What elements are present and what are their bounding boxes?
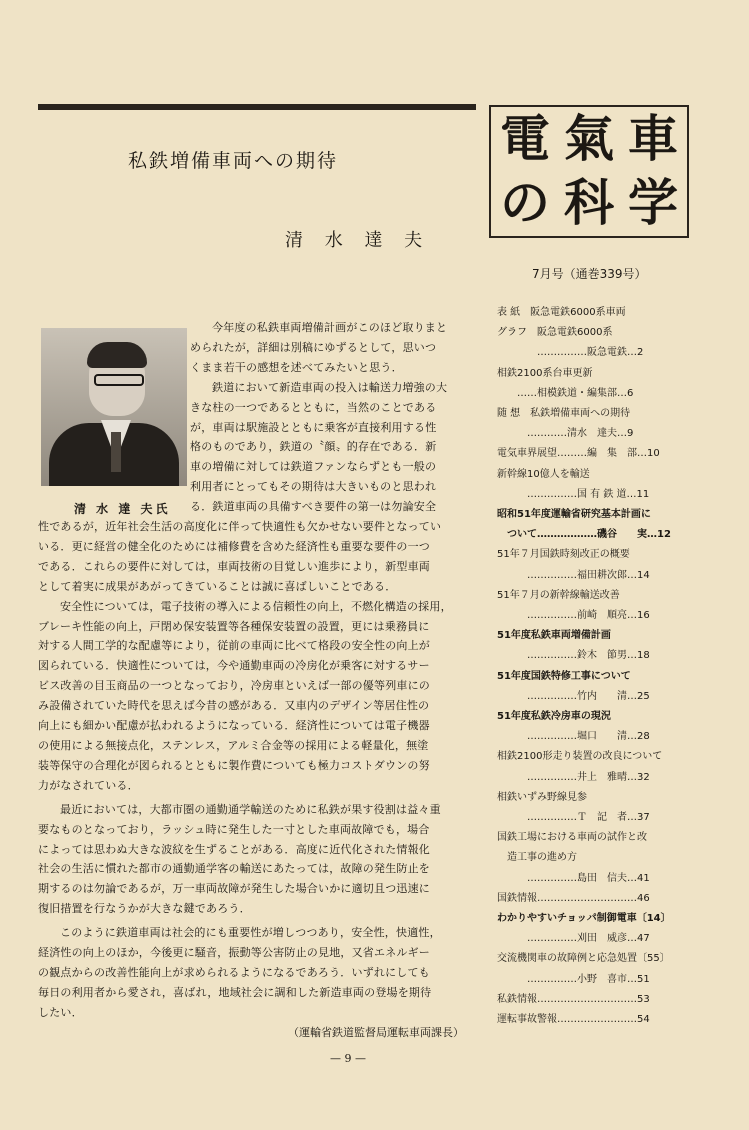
toc-entry: 相鉄2100形走り装置の改良について <box>497 751 663 763</box>
toc-entry: 随 想 私鉄増備車両への期待 <box>497 408 631 419</box>
toc-entry: ……………鈴木 節男…18 <box>497 650 650 662</box>
body-line: 最近においては，大都市圏の通勤通学輸送のために私鉄が果す役割は益々重 <box>60 802 441 816</box>
body-line: 鉄道において新造車両の投入は輸送力増強の大 <box>212 380 448 394</box>
masthead-char: の <box>500 174 550 232</box>
toc-entry: 昭和51年度運輸省研究基本計画に <box>497 509 651 520</box>
photo-caption: 清 水 達 夫氏 <box>74 502 171 516</box>
body-line: によっては思わぬ大きな波紋を生ずることがある．高度に近代化された情報化 <box>38 842 430 856</box>
toc-entry: ……………刈田 威彦…47 <box>497 933 650 945</box>
toc-entry: ついて………………磯谷 実…12 <box>497 529 671 541</box>
toc-entry: ……相模鉄道・編集部…6 <box>497 387 634 399</box>
body-line: 毎日の利用者から愛され，喜ばれ，地域社会に調和した新造車両の登場を期待 <box>38 985 432 999</box>
issue-number: 7月号（通巻339号） <box>532 267 647 281</box>
body-line: 要なものとなっており，ラッシュ時に発生した一寸とした車両故障でも，場合 <box>38 822 430 836</box>
masthead-char: 氣 <box>564 110 614 168</box>
toc-entry: 新幹線10億人を輸送 <box>497 468 590 480</box>
body-line: 車の増備に対しては鉄道ファンならずとも一般の <box>190 460 437 474</box>
body-line: 社会の生活に慣れた都市の通勤通学客の輸送にあたっては，故障の発生防止を <box>38 862 430 876</box>
body-line: 向上にも細かい配慮が払われるようになっている．経済性については電子機器 <box>38 719 430 732</box>
body-line: の観点からの改善性能向上が求められるようになるであろう．いずれにしても <box>38 966 430 979</box>
article-title: 私鉄増備車両への期待 <box>128 150 339 172</box>
body-line: きな柱の一つであるとともに，当然のことである <box>190 400 437 414</box>
toc-entry: 私鉄情報…………………………53 <box>497 993 650 1005</box>
toc-entry: 造工事の進め方 <box>497 852 577 864</box>
toc-entry: ……………竹内 清…25 <box>497 690 650 702</box>
body-line: み設備されていた時代を思えば今昔の感がある．又車内のデザイン等居住性の <box>38 699 430 713</box>
toc-entry: 表 紙 阪急電鉄6000系車両 <box>497 307 626 318</box>
toc-entry: グラフ 阪急電鉄6000系 <box>497 327 613 339</box>
body-line: として着実に成果があがってきていることは誠に喜ばしいことである． <box>38 579 397 593</box>
toc-entry: わかりやすいチョッパ制御電車〔14〕 <box>497 913 671 924</box>
toc-entry: ……………阪急電鉄…2 <box>497 347 644 359</box>
toc-entry: 51年度私鉄車両増備計画 <box>497 630 611 642</box>
toc-entry: 電気車界展望………編 集 部…10 <box>497 448 660 460</box>
toc-entry: 国鉄工場における車両の試作と改 <box>497 832 647 844</box>
article-author: 清 水 達 夫 <box>285 230 431 251</box>
body-line: くまま若干の感想を述べてみたいと思う． <box>190 360 403 374</box>
body-line: このように鉄道車両は社会的にも重要性が増しつつあり，安全性，快適性， <box>60 926 441 940</box>
toc-entry: ……………福田耕次郎…14 <box>497 569 650 581</box>
toc-entry: 国鉄情報…………………………46 <box>497 892 650 904</box>
toc-entry: 相鉄いずみ野線見参 <box>497 791 587 803</box>
toc-entry: 51年度国鉄特修工事について <box>497 670 631 682</box>
magazine-masthead <box>489 105 689 238</box>
body-line: ビス改善の目玉商品の一つとなっており，冷房車といえば一部の優等列車にの <box>38 679 430 693</box>
author-affiliation: （運輸省鉄道監督局運転車両課長） <box>288 1026 464 1039</box>
body-line: ブレーキ性能の向上，戸閉め保安装置等各種保安装置の設置，更には乗務員に <box>38 619 430 633</box>
toc-entry: 交流機関車の故障例と応急処置〔55〕 <box>497 953 670 965</box>
page-number: — 9 — <box>330 1052 366 1065</box>
body-line: 格のものであり，鉄道の〝顔〟的存在である．新 <box>190 440 437 454</box>
toc-entry: 51年７月の新幹線輸送改善 <box>497 589 620 601</box>
toc-entry: 相鉄2100系台車更新 <box>497 367 593 379</box>
body-line: 対する人間工学的な配慮等により，従前の車両に比べて格段の安全性の向上が <box>38 639 430 653</box>
body-line: 今年度の私鉄車両増備計画がこのほど取りまと <box>212 321 448 334</box>
body-line: である．これらの要件に対しては，車両技術の目覚しい進歩により，新型車両 <box>38 559 430 573</box>
body-line: 性であるが，近年社会生活の高度化に伴って快適性も欠かせない要件となってい <box>38 520 442 533</box>
toc-entry: 51年７月国鉄時刻改正の概要 <box>497 549 630 561</box>
body-line: が，車両は駅施設とともに乗客が直接利用する性 <box>190 420 437 434</box>
masthead-char: 学 <box>628 174 678 232</box>
toc-entry: 51年度私鉄冷房車の現況 <box>497 711 611 722</box>
body-line: 安全性については，電子技術の導入による信頼性の向上，不燃化構造の採用， <box>60 599 452 613</box>
body-line: 復旧措置を行なうかが大きな鍵であろう． <box>38 902 251 916</box>
toc-entry: ……………国 有 鉄 道…11 <box>497 488 650 500</box>
body-line: 図られている．快適性については，今や通勤車両の冷房化が乗客に対するサー <box>38 659 430 673</box>
body-line: 装等保守の合理化が図られるとともに製作費についても極力コストダウンの努 <box>38 758 430 772</box>
body-line: 力がなされている． <box>38 778 139 792</box>
toc-entry: 運転事故警報……………………54 <box>497 1014 650 1025</box>
body-line: 経済性の向上のほか，今後更に騒音，振動等公害防止の見地，又省エネルギー <box>38 946 430 960</box>
masthead-char: 科 <box>564 174 614 232</box>
body-line: いる．更に経営の健全化のためには補修費を含めた経済性も重要な要件の一つ <box>38 539 430 553</box>
toc-entry: ……………小野 喜市…51 <box>497 973 650 985</box>
body-line: 利用者にとってもその期待は大きいものと思われ <box>190 480 437 494</box>
toc-entry: ……………島田 信夫…41 <box>497 872 650 884</box>
body-line: 期するのは勿論であるが，万一車両故障が発生した場合いかに適切且つ迅速に <box>38 882 430 896</box>
header-rule <box>38 104 476 110</box>
toc-entry: ……………前崎 順亮…16 <box>497 610 650 621</box>
body-line: の使用による無接点化，ステンレス，アルミ合金等の採用による軽量化，無塗 <box>38 738 429 752</box>
masthead-char: 電 <box>500 110 550 168</box>
body-line: められたが，詳細は別稿にゆずるとして，思いつ <box>190 340 437 354</box>
author-photo <box>41 328 187 486</box>
toc-entry: ……………Ｔ 記 者…37 <box>497 812 650 823</box>
toc-entry: ……………井上 雅晴…32 <box>497 771 650 783</box>
body-line: したい． <box>38 1005 83 1019</box>
toc-entry: …………清水 達夫…9 <box>497 428 634 440</box>
masthead-char: 車 <box>628 110 678 168</box>
body-line: る．鉄道車両の具備すべき要件の第一は勿論安全 <box>190 500 437 514</box>
toc-entry: ……………堀口 清…28 <box>497 731 650 743</box>
